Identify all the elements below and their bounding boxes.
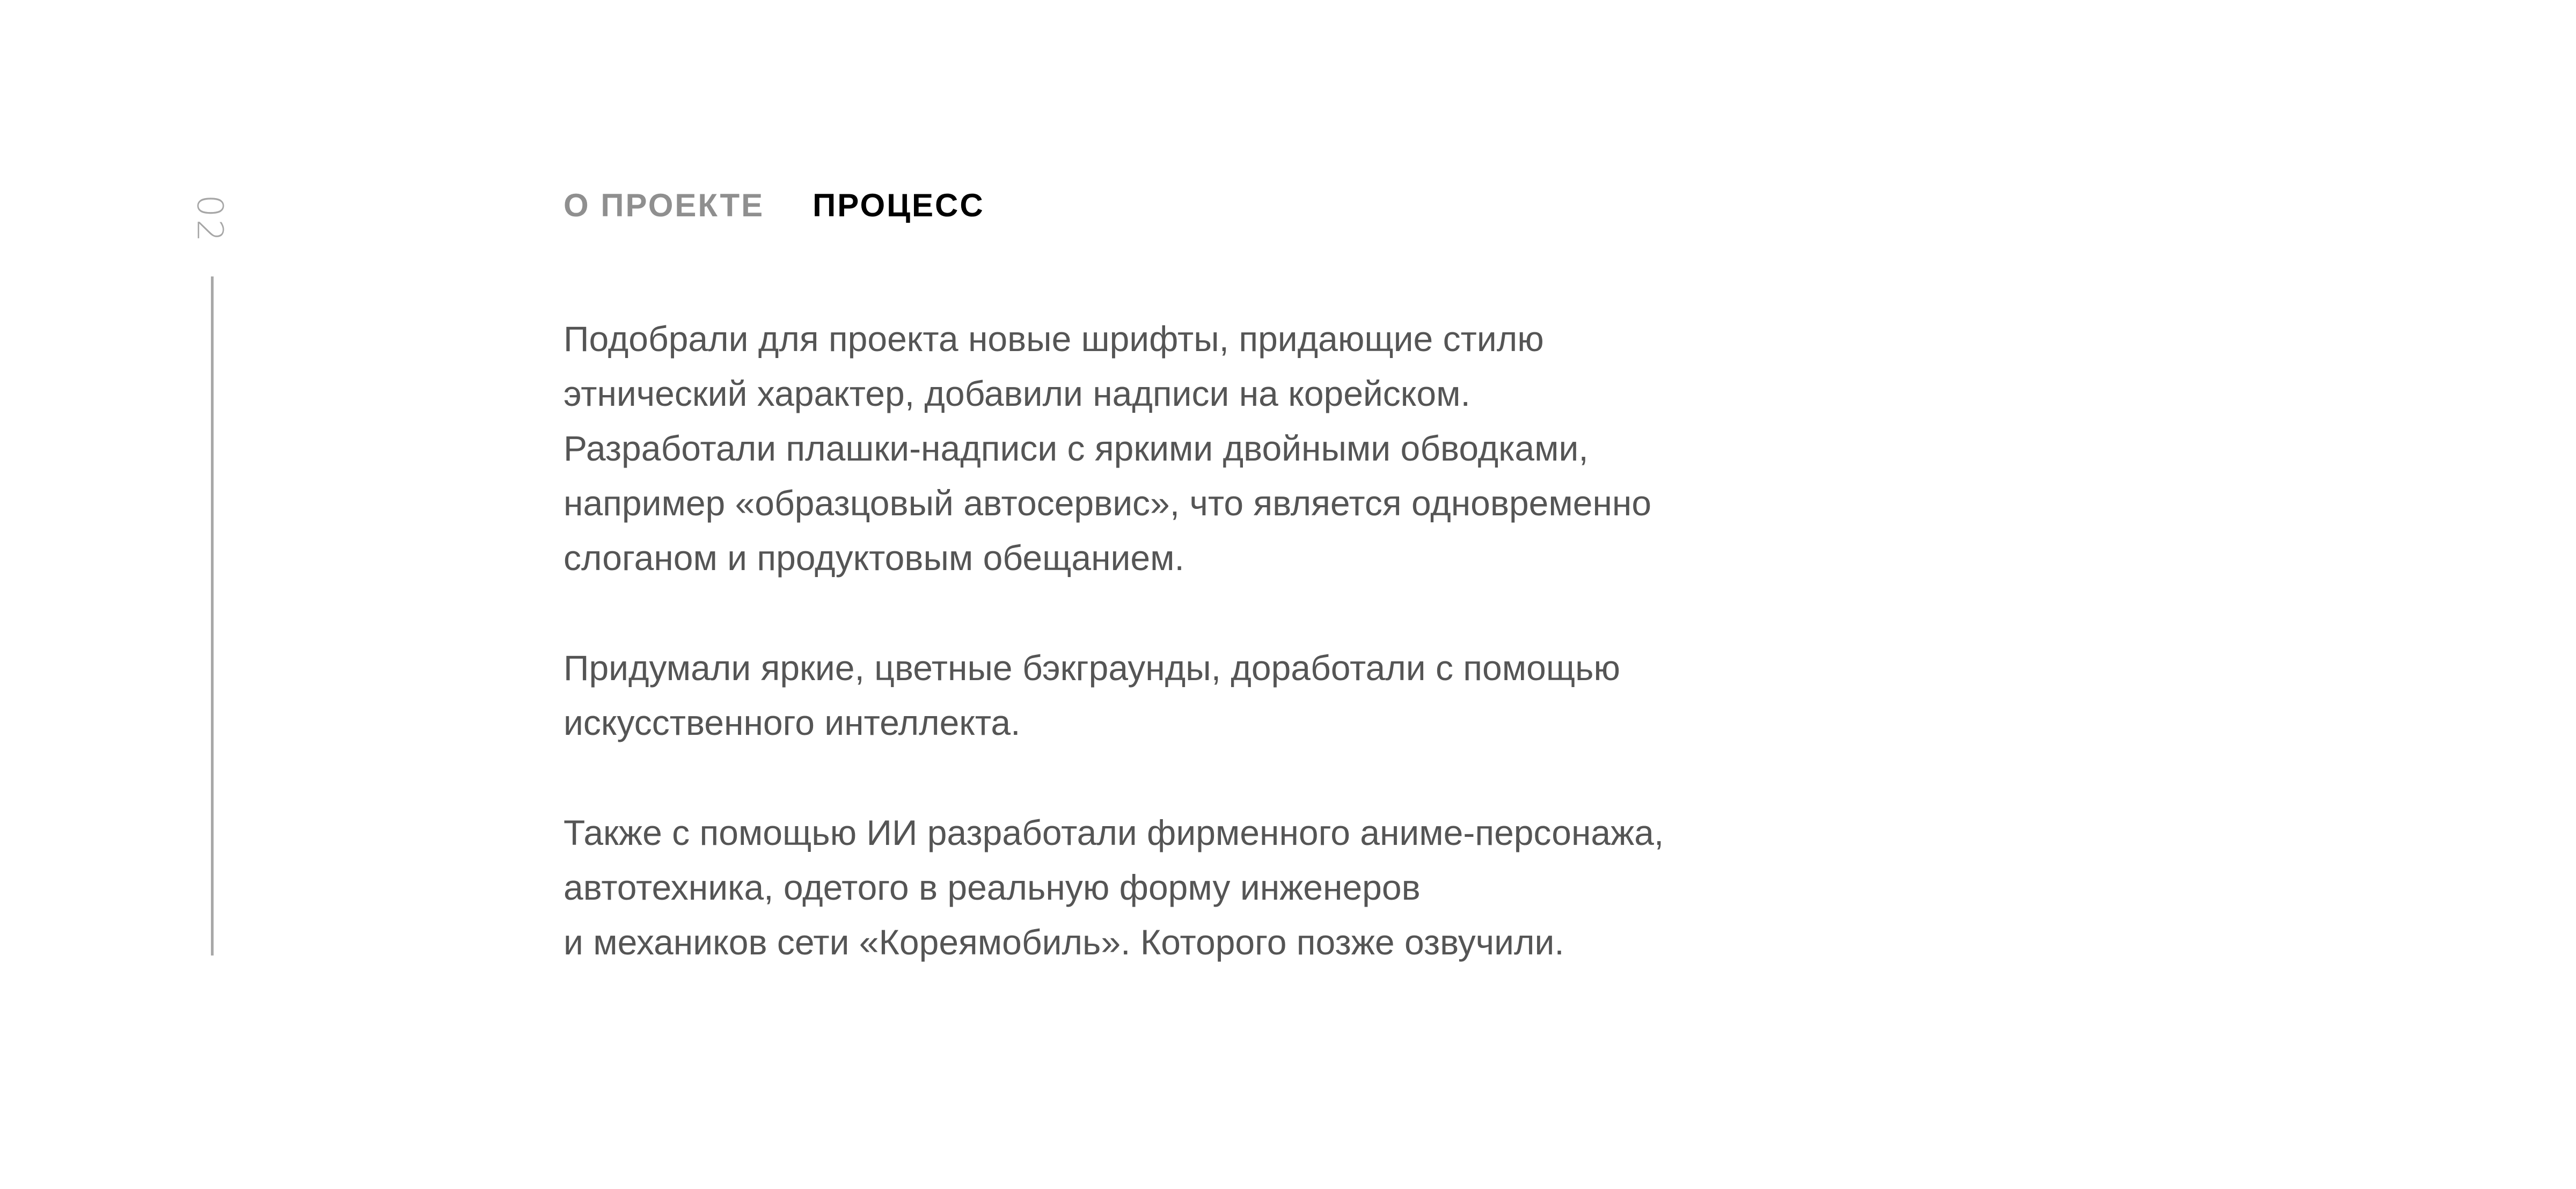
section-number xyxy=(191,192,229,246)
vertical-divider-line xyxy=(211,276,214,955)
tab-process[interactable]: ПРОЦЕСС xyxy=(813,187,985,223)
paragraph-line: автотехника, одетого в реальную форму инженеров xyxy=(564,867,1421,907)
paragraph-line: Придумали яркие, цветные бэкграунды, доработали с помощью xyxy=(564,648,1621,688)
paragraph-line: этнический характер, добавили надписи на корейском. xyxy=(564,374,1470,413)
paragraph-line: например «образцовый автосервис», что является одновременно xyxy=(564,483,1652,523)
tab-bar xyxy=(564,187,985,224)
tab-about-project[interactable]: О ПРОЕКТЕ xyxy=(564,187,765,223)
paragraph-fonts xyxy=(564,311,1878,585)
paragraph-line: Также с помощью ИИ разработали фирменного аниме-персонажа, xyxy=(564,813,1664,852)
paragraph-line: Разработали плашки-надписи с яркими двойными обводками, xyxy=(564,428,1589,468)
paragraph-character xyxy=(564,805,1878,969)
paragraph-line: Подобрали для проекта новые шрифты, придающие стилю xyxy=(564,319,1544,359)
paragraph-line: искусственного интеллекта. xyxy=(564,703,1021,742)
paragraph-backgrounds xyxy=(564,640,1878,750)
section-number-text: 02 xyxy=(189,194,231,244)
paragraph-line: слоганом и продуктовым обещанием. xyxy=(564,538,1184,578)
paragraph-line: и механиков сети «Кореямобиль». Которого позже озвучили. xyxy=(564,922,1564,962)
process-description xyxy=(564,311,1878,1025)
